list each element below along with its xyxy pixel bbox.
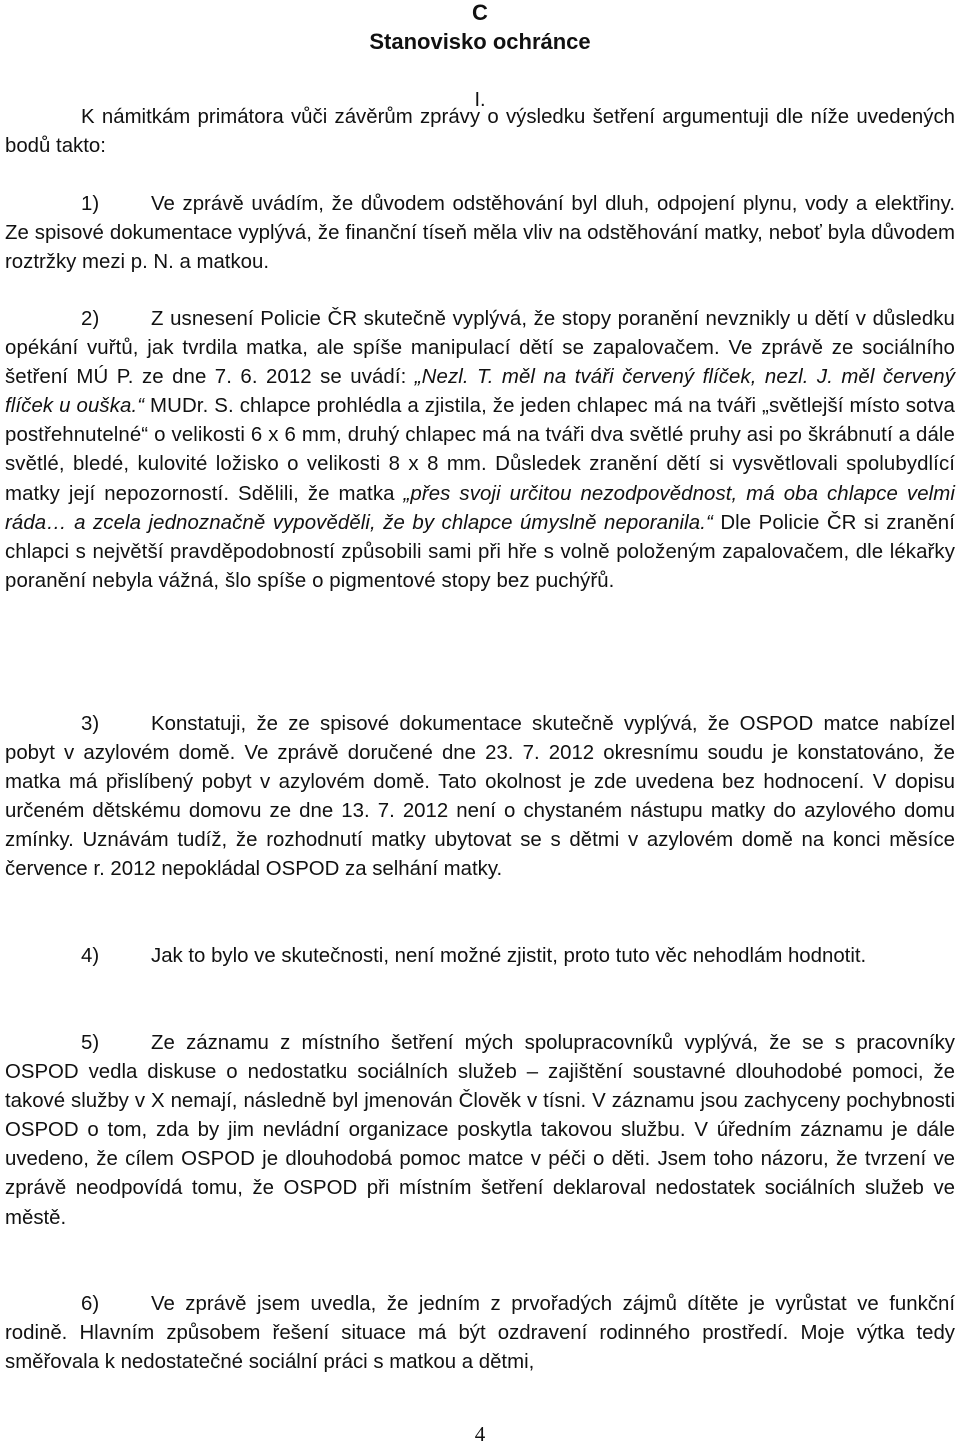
point-6 — [5, 1290, 955, 1377]
point-6-number: 6) — [81, 1293, 100, 1315]
point-2-text-c: Dle Policie ČR si zranění chlapci s největší pravděpodobností způsobili sami při hře s volně položeným zapalovačem, dle lékařky poranění nebyla vážná, šlo spíše o pigmentové stopy bez puchýřů. — [5, 511, 955, 592]
point-2-text-a: Z usnesení Policie ČR skutečně vyplývá, že stopy poranění nevznikly u dětí v důsledku opékání vuřtů, jak tvrdila matka, ale spíše manipulací dětí se zapalovačem. Ve zprávě ze sociálního šetření MÚ P. ze dne 7. 6. 2012 se uvádí: — [5, 308, 955, 389]
point-4-text: Jak to bylo ve skutečnosti, není možné zjistit, proto tuto věc nehodlám hodnotit. — [151, 945, 867, 967]
page-number: 4 — [474, 1422, 486, 1446]
point-5 — [5, 1029, 955, 1233]
point-3-text: Konstatuji, že ze spisové dokumentace skutečně vyplývá, že OSPOD matce nabízel pobyt v azylovém domě. Ve zprávě doručené dne 23. 7. 2012 okresnímu soudu je konstatováno, že matka má přislíbený pobyt v azylovém domě. Tato okolnost je zde uvedena bez hodnocení. V dopisu určeném dětskému domovu ze dne 13. 7. 2012 není o chystaném nástupu matky do azylového domu zmínky. Uznávám tudíž, že rozhodnutí matky ubytovat se s dětmi v azylovém domě na konci měsíce července r. 2012 nepokládal OSPOD za selhání matky. — [5, 713, 955, 881]
point-1-text: Ve zprávě uvádím, že důvodem odstěhování byl dluh, odpojení plynu, vody a elektřiny. Ze spisové dokumentace vyplývá, že finanční tíseň měla vliv na odstěhování matky, neboť byla důvodem roztržky mezi p. N. a matkou. — [5, 193, 955, 274]
section-title: Stanovisko ochránce — [369, 29, 591, 54]
point-4-number: 4) — [81, 945, 100, 967]
point-4 — [5, 942, 955, 971]
point-5-number: 5) — [81, 1032, 100, 1054]
point-1-number: 1) — [81, 193, 100, 215]
point-6-text: Ve zprávě jsem uvedla, že jedním z prvořadých zájmů dítěte je vyrůstat ve funkční rodině. Hlavním způsobem řešení situace má být ozdravení rodinného prostředí. Moje výtka tedy směřovala k nedostatečné sociální práci s matkou a dětmi, — [5, 1293, 955, 1374]
point-5-text: Ze záznamu z místního šetření mých spolupracovníků vyplývá, že se s pracovníky OSPOD vedla diskuse o nedostatku sociálních služeb – zajištění soustavné dlouhodobé pomoci, že takové služby v X nemají, následně byl jmenován Člověk v tísni. V záznamu jsou zachyceny pochybnosti OSPOD o tom, zda by jim nevládní organizace poskytla takovou službu. V úředním záznamu je dále uvedeno, že cílem OSPOD je dlouhodobá pomoc matce v péči o děti. Jsem toho názoru, že tvrzení ve zprávě neodpovídá tomu, že OSPOD při místním šetření deklaroval nedostatek sociálních služeb ve městě. — [5, 1032, 955, 1229]
section-letter: C — [472, 0, 488, 25]
intro-paragraph — [5, 103, 955, 161]
point-2-number: 2) — [81, 308, 100, 330]
point-3-number: 3) — [81, 713, 100, 735]
point-3 — [5, 710, 955, 885]
point-2 — [5, 305, 955, 596]
point-2-text-b: MUDr. S. chlapce prohlédla a zjistila, že jeden chlapec má na tváři „světlejší místo sotva postřehnutelné“ o velikosti 6 x 6 mm, druhý chlapec má na tváři dva světlé pruhy asi po škrábnutí a dále světlé, bledé, kulovité ložisko o velikosti 8 x 8 mm. Důsledek zranění dětí si vysvětlovali spolubydlící matky její nepozorností. Sdělili, že matka — [5, 395, 955, 505]
intro-text: K námitkám primátora vůči závěrům zprávy o výsledku šetření argumentuji dle níže uvedených bodů takto: — [5, 106, 955, 158]
point-2-quote-1: „Nezl. T. měl na tváři červený flíček, nezl. J. měl červený flíček u ouška.“ — [5, 366, 955, 418]
point-1 — [5, 190, 955, 277]
part-number: I. — [474, 89, 486, 111]
point-2-quote-2: „přes svoji určitou nezodpovědnost, má oba chlapce velmi ráda… a zcela jednoznačně vypověděli, že by chlapce úmyslně neporanila.“ — [5, 482, 955, 534]
